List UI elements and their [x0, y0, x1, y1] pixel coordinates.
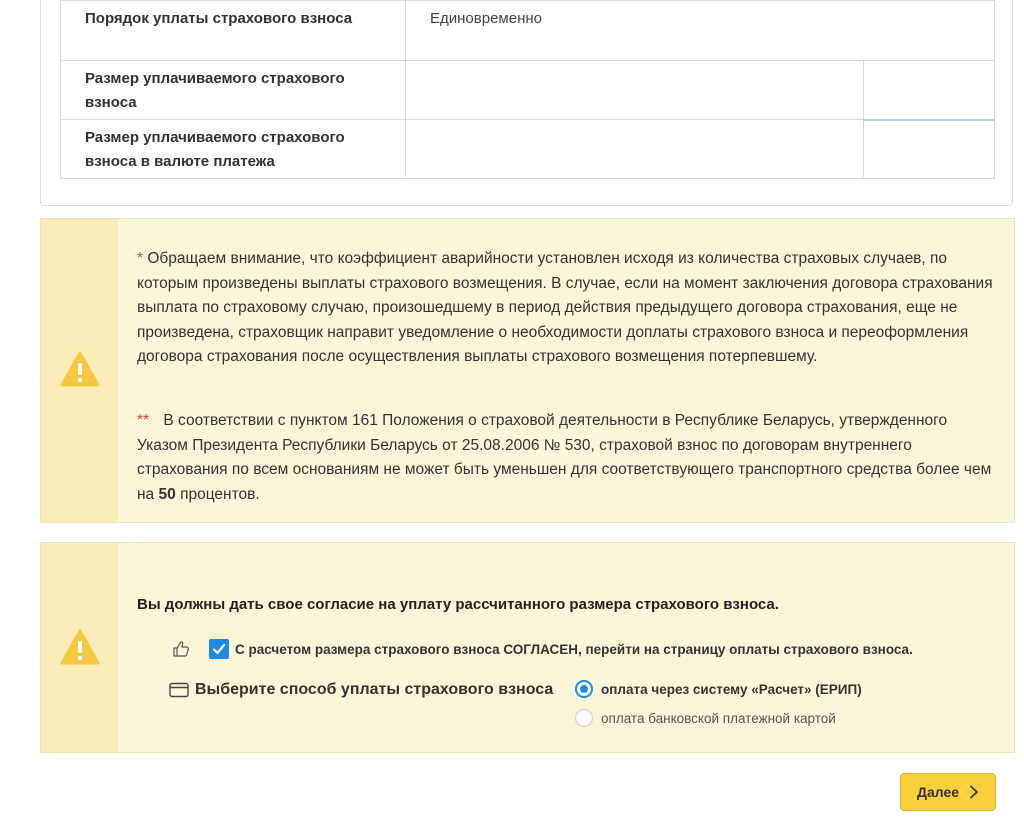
next-button[interactable] — [900, 773, 996, 811]
premium-amount-label: Размер уплачиваемого страхового взноса — [61, 61, 406, 120]
payment-method-label: Выберите способ уплаты страхового взноса — [195, 681, 554, 698]
premium-table — [60, 0, 995, 179]
notice-paragraph-2 — [137, 409, 997, 507]
premium-currency-cell — [864, 120, 995, 179]
warning-icon — [60, 351, 100, 387]
premium-currency-value — [406, 120, 864, 179]
payment-option-erip[interactable] — [575, 680, 862, 698]
coefficient-notice — [40, 218, 1015, 523]
notice-text-2-end: процентов. — [180, 485, 260, 503]
consent-panel — [40, 542, 1015, 753]
card-radio[interactable] — [575, 709, 593, 727]
payment-order-value: Единовременно — [406, 1, 995, 61]
table-row — [61, 61, 995, 120]
warning-icon — [60, 629, 100, 665]
percent-value: 50 — [158, 485, 176, 503]
table-row — [61, 1, 995, 61]
erip-radio[interactable] — [575, 680, 593, 698]
erip-option-label[interactable]: оплата через систему «Расчет» (ЕРИП) — [601, 681, 862, 697]
consent-row — [171, 639, 913, 659]
check-icon — [212, 642, 226, 656]
premium-currency-label: Размер уплачиваемого страхового взноса в валюте платежа — [61, 120, 406, 179]
consent-title: Вы должны дать свое согласие на уплату рассчитанного размера страхового взноса. — [137, 596, 779, 613]
consent-checkbox[interactable] — [209, 639, 229, 659]
notice-paragraph-1 — [137, 247, 997, 370]
footnote-star: * — [137, 250, 144, 267]
footnote-double-star: ** — [137, 412, 150, 429]
notice-text-2: В соответствии с пунктом 161 Положения о страховой деятельности в Республике Беларусь, утвержденного Указом Президента Республики Беларусь от 25.08.2006 № 530, страховой взнос по договорам внутреннего страхования по всем основаниям не может быть уменьшен для соответствующего транспортного средства более чем на — [137, 412, 992, 503]
premium-amount-currency-cell — [864, 61, 995, 120]
thumbs-up-icon — [171, 639, 191, 659]
payment-option-card[interactable] — [575, 709, 836, 727]
table-row — [61, 120, 995, 179]
notice-text-1: Обращаем внимание, что коэффициент аварийности установлен исходя из количества страховых случаев, по которым произведены выплаты страхового возмещения. В случае, если на момент заключения договора страхования выплата по страховому случаю, произошедшему в период действия предыдущего договора страхования, еще не произведена, страховщик направит уведомление о необходимости доплаты страхового взноса и переоформления договора страхования после осуществления выплаты страхового возмещения потерпевшему. — [137, 250, 993, 365]
premium-amount-value — [406, 61, 864, 120]
chevron-right-icon — [969, 785, 979, 799]
consent-checkbox-label[interactable]: С расчетом размера страхового взноса СОГЛАСЕН, перейти на страницу оплаты страхового взноса. — [235, 641, 913, 657]
credit-card-icon — [169, 682, 189, 698]
payment-method-row — [169, 681, 553, 699]
card-option-label[interactable]: оплата банковской платежной картой — [601, 710, 836, 726]
payment-order-label: Порядок уплаты страхового взноса — [61, 1, 406, 61]
next-button-label: Далее — [916, 784, 960, 800]
